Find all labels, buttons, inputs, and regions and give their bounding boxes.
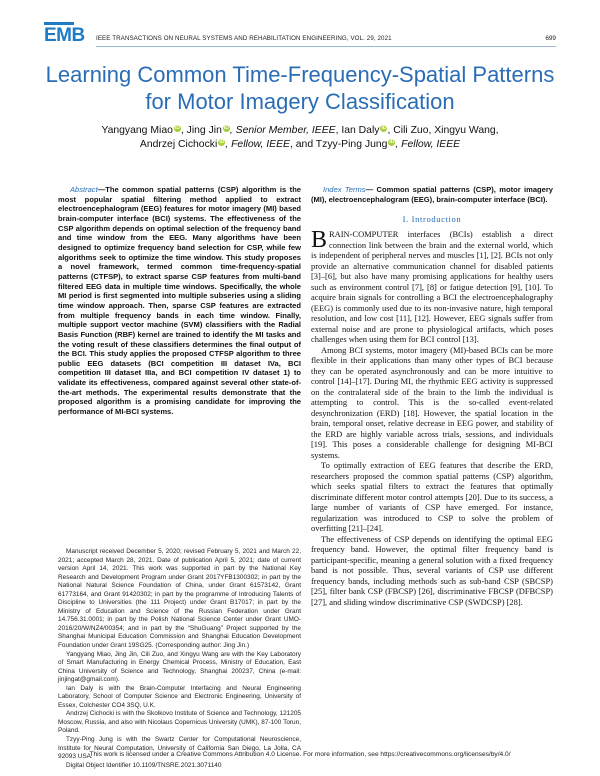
left-column	[58, 185, 301, 417]
emb-logo	[44, 26, 86, 46]
paper-title: Learning Common Time-Frequency-Spatial Patterns for Motor Imagery Classification	[45, 62, 555, 114]
footnote-paragraph: Ian Daly is with the Brain-Computer Interfacing and Neural Engineering Laboratory, School of Computer Science and Electronic Engineering, University of Essex, Colchester CO4 3SQ, U.K.	[58, 684, 301, 709]
intro-paragraph: Among BCI systems, motor imagery (MI)-based BCIs can be more flexible in their applications than many other types of BCI because they can be operated asynchronously and can be more intuitive to control [14]–[17]. During MI, the rhythmic EEG activity is suppressed on the contralateral side of the brain to the limb the individual is attempting to control. This is the so-called event-related desynchronization (ERD) [18]. However, the spatial location in the brain, temporal onset, relative decrease in EEG power, and stability of the ERD are highly variable across trials, sessions, and individuals [19]. This poses a considerable challenge for designing MI-BCI systems.	[311, 344, 553, 460]
logo-accent-bar	[44, 22, 74, 25]
footnote-paragraph: Andrzej Cichocki is with the Skolkovo Institute of Science and Technology, 121205 Moscow, Russia, and also with Nicolaus Copernicus University (UMK), 87-100 Torun, Poland.	[58, 710, 301, 735]
license-notice[interactable]: This work is licensed under a Creative Commons Attribution 4.0 License. For more information, see https://creativecommons.org/licenses/by/4.0/	[89, 751, 511, 758]
header-divider	[96, 46, 556, 47]
orcid-icon[interactable]: iD	[174, 125, 180, 131]
abstract-text: —The common spatial patterns (CSP) algorithm is the most popular spatial filtering method applied to extract electroencephalogram (EEG) features for motor imagery (MI) based brain-computer interface (BCI) systems. The effectiveness of the CSP algorithm depends on optimal selection of the frequency band and time window from the EEG. Many algorithms have been designed to optimize frequency band selection for CSP, while few algorithms seek to optimize the time window. This study proposes a novel framework, termed common time-frequency-spatial patterns (CTFSP), to extract sparse CSP features from multi-band filtered EEG data in multiple time windows. Specifically, the whole MI period is first segmented into multiple subseries using a sliding time window approach. Then, sparse CSP features are extracted from multiple frequency bands in each time window. Finally, multiple support vector machine (SVM) classifiers with the Radial Basis Function (RBF) kernel are trained to identify the MI tasks and the voting result of these classifiers determines the final output of the BCI. This study applies the proposed CTFSP algorithm to three public EEG datasets (BCI competition III dataset IVa, BCI competition III dataset IIIa, and BCI competition IV dataset 1) to validate its effectiveness, compared against several other state-of-the-art methods. The experimental results demonstrate that the proposed algorithm is a promising candidate for improving the performance of MI-BCI systems.	[58, 185, 301, 417]
footnote-paragraph: Manuscript received December 5, 2020; revised February 5, 2021 and March 22, 2021; accepted March 28, 2021. Date of publication April 5, 2021; date of current version April 14, 2021. This work was supported in part by the National Key Research and Development Program under Grant 2017YFB1300302; in part by the National Natural Science Foundation of China, under Grant 61573142, Grant 61773164, and Grant 91420302; in part by the programme of Introducing Talents of Discipline to Universities (the 111 Project) under Grant B17017; in part by the Ministry of Education and Science of the Russian Federation under Grant 14.756.31.0001; in part by the Polish National Science Center under Grant UMO-2016/20/W/NZ4/00354; and in part by the “ShuGuang” Project supported by the Shanghai Municipal Education Commission and Shanghai Education Development Foundation under Grant 19SG25. (Corresponding author: Jing Jin.)	[58, 548, 301, 650]
index-terms-label: Index Terms	[323, 185, 366, 194]
intro-paragraph	[311, 229, 553, 345]
author-grade: , Fellow, IEEE	[395, 139, 461, 150]
orcid-icon[interactable]: iD	[381, 125, 387, 131]
abstract-label: Abstract	[70, 185, 98, 194]
author-name: , and Tzyy-Ping Jung	[289, 139, 388, 150]
author-name: Yangyang Miao	[101, 125, 173, 136]
section-heading-introduction: I. Introduction	[402, 214, 462, 225]
page-number: 699	[545, 35, 556, 42]
footnote-paragraph: Yangyang Miao, Jing Jin, Cili Zuo, and Xingyu Wang are with the Key Laboratory of Smart Manufacturing in Energy Chemical Process, Ministry of Education, East China University of Science and Technology, Shanghai 200237, China (e-mail: jinjingat@gmail.com).	[58, 650, 301, 684]
first-page-footnote	[58, 548, 301, 770]
paragraph-text: RAIN-COMPUTER interfaces (BCIs) establish a direct connection link between the brain and the external world, which is independent of peripheral nerves and muscles [1], [2]. BCIs not only provide an alternative communication channel for disabled patients [3]–[6], but also have many promising applications for healthy users such as environment control [7], [8] or fatigue detection [9], [10]. To acquire brain signals for controlling a BCI the electroencephalography (EEG) is commonly used due to its non-invasive nature, high temporal resolution, and low cost [11], [12]. However, EEG signals suffer from external noise and are prone to physiological artifacts, which poses challenges when using them for BCI control [13].	[311, 229, 553, 345]
right-column	[311, 185, 553, 607]
intro-paragraph: To optimally extraction of EEG features that describe the ERD, researchers proposed the common spatial patterns (CSP) algorithm, which seeks spatial filters to extract the features that optimally discriminate different motor control attempts [20]. Due to its success, a large number of variants of CSP have emerged. For instance, regularization was introduced to CSP to solve the problem of overfitting [21]–[24].	[311, 460, 553, 534]
intro-paragraph: The effectiveness of CSP depends on identifying the optimal EEG frequency band. However, the optimal filter frequency band is participant-specific, meaning a general solution with a fixed frequency band is not possible. Thus, several variants of CSP use different frequency bands, including methods such as sub-band CSP (SBCSP) [25], filter bank CSP (FBCSP) [26], discriminative FBCSP (DFBCSP) [27], and sliding window discriminative CSP (SWDCSP) [28].	[311, 533, 553, 607]
index-terms	[311, 185, 553, 204]
author-grade: , Fellow, IEEE	[225, 139, 290, 150]
author-name: , Jing Jin	[180, 125, 222, 136]
author-list	[60, 124, 540, 152]
orcid-icon[interactable]: iD	[223, 125, 229, 131]
author-name: Andrzej Cichocki	[139, 139, 218, 150]
drop-cap: B	[311, 227, 328, 254]
index-terms-text: — Common spatial patterns (CSP), motor imagery (MI), electroencephalogram (EEG), brain-computer interface (BCI).	[311, 185, 553, 204]
author-grade: , Senior Member, IEEE	[229, 125, 336, 136]
abstract	[58, 185, 301, 417]
orcid-icon[interactable]: iD	[219, 139, 225, 145]
journal-header: IEEE TRANSACTIONS ON NEURAL SYSTEMS AND REHABILITATION ENGINEERING, VOL. 29, 2021	[96, 35, 392, 42]
footnote-paragraph: Tzyy-Ping Jung is with the Swartz Center for Computational Neuroscience, Institute for Neural Computation, University of California San Diego, La Jolla, CA 92093 USA.	[58, 736, 301, 761]
logo-text: EMB	[44, 25, 85, 46]
doi-line[interactable]: Digital Object Identifier 10.1109/TNSRE.2021.3071140	[66, 761, 222, 769]
orcid-icon[interactable]: iD	[389, 139, 395, 145]
author-name: , Ian Daly	[335, 125, 380, 136]
author-name: , Cili Zuo, Xingyu Wang,	[387, 125, 499, 136]
